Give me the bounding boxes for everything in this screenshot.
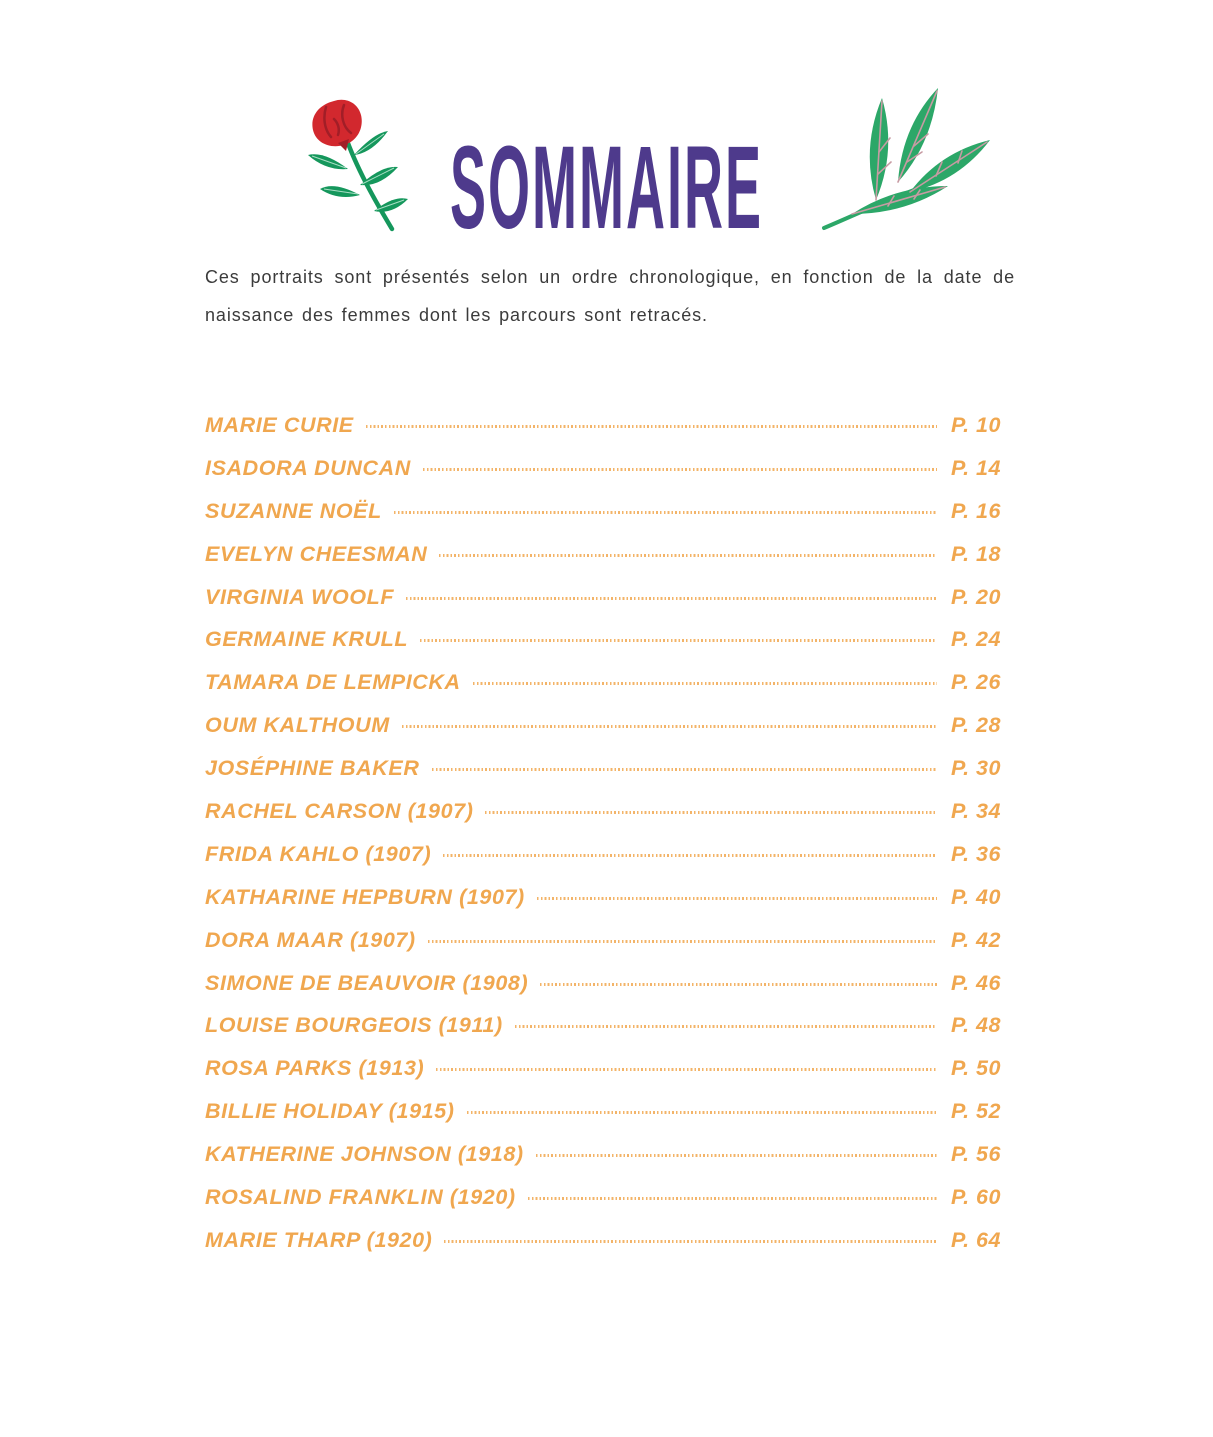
toc-entry[interactable] <box>205 1219 1013 1262</box>
toc-entry-name: VIRGINIA WOOLF <box>205 584 395 609</box>
toc-entry[interactable] <box>205 876 1013 919</box>
toc-entry[interactable] <box>205 962 1013 1005</box>
toc-entry-name: JOSÉPHINE BAKER <box>205 756 420 781</box>
toc-entry-page: P. 46 <box>951 970 1001 995</box>
toc-entry-name: MARIE THARP (1920) <box>205 1227 433 1252</box>
toc-entry-page: P. 60 <box>951 1184 1001 1209</box>
leaf-branch-icon <box>818 82 994 234</box>
toc-leader-dots <box>432 768 938 771</box>
toc-entry[interactable] <box>205 747 1013 790</box>
page-title <box>0 123 1213 255</box>
toc-entry-page: P. 34 <box>951 798 1001 823</box>
toc-leader-dots <box>366 425 937 428</box>
toc-leader-dots <box>467 1111 937 1114</box>
toc-list <box>205 404 1013 1262</box>
toc-entry-name: ISADORA DUNCAN <box>205 455 411 480</box>
toc-entry-page: P. 18 <box>951 541 1001 566</box>
toc-entry-page: P. 52 <box>951 1099 1001 1124</box>
toc-entry-page: P. 28 <box>951 713 1001 738</box>
toc-leader-dots <box>515 1025 937 1028</box>
toc-entry-page: P. 42 <box>951 927 1001 952</box>
toc-entry-page: P. 24 <box>951 627 1001 652</box>
toc-entry-name: LOUISE BOURGEOIS (1911) <box>205 1013 503 1038</box>
toc-entry-page: P. 20 <box>951 584 1001 609</box>
toc-leader-dots <box>485 811 937 814</box>
toc-entry[interactable] <box>205 533 1013 576</box>
toc-leader-dots <box>402 725 937 728</box>
toc-entry[interactable] <box>205 618 1013 661</box>
toc-entry-page: P. 64 <box>951 1227 1001 1252</box>
toc-entry-name: SUZANNE NOËL <box>205 498 382 523</box>
toc-entry[interactable] <box>205 1176 1013 1219</box>
toc-leader-dots <box>439 554 937 557</box>
toc-leader-dots <box>394 511 937 514</box>
rose-icon <box>288 95 420 237</box>
toc-entry-name: TAMARA DE LEMPICKA <box>205 670 461 695</box>
toc-leader-dots <box>420 639 937 642</box>
toc-leader-dots <box>537 897 937 900</box>
toc-entry[interactable] <box>205 404 1013 447</box>
toc-entry[interactable] <box>205 490 1013 533</box>
toc-entry[interactable] <box>205 1047 1013 1090</box>
toc-entry[interactable] <box>205 1090 1013 1133</box>
toc-entry-page: P. 50 <box>951 1056 1001 1081</box>
toc-entry-page: P. 10 <box>951 412 1001 437</box>
page-title-text: SOMMAIRE <box>450 123 763 255</box>
toc-entry[interactable] <box>205 661 1013 704</box>
toc-entry-page: P. 48 <box>951 1013 1001 1038</box>
toc-entry-page: P. 40 <box>951 884 1001 909</box>
toc-leader-dots <box>436 1068 937 1071</box>
toc-entry-name: BILLIE HOLIDAY (1915) <box>205 1099 455 1124</box>
toc-entry[interactable] <box>205 1004 1013 1047</box>
toc-entry-name: MARIE CURIE <box>205 412 354 437</box>
toc-leader-dots <box>428 940 937 943</box>
toc-entry-name: KATHARINE HEPBURN (1907) <box>205 884 525 909</box>
toc-entry-name: GERMAINE KRULL <box>205 627 409 652</box>
toc-leader-dots <box>423 468 937 471</box>
intro-paragraph: Ces portraits sont présentés selon un ordre chronologique, en fonction de la date de naissance des femmes dont les parcours sont retracés. <box>205 267 1015 325</box>
toc-entry-page: P. 36 <box>951 841 1001 866</box>
toc-entry[interactable] <box>205 447 1013 490</box>
toc-entry-name: FRIDA KAHLO (1907) <box>205 841 432 866</box>
toc-leader-dots <box>528 1197 937 1200</box>
toc-leader-dots <box>473 682 937 685</box>
toc-entry-name: ROSA PARKS (1913) <box>205 1056 425 1081</box>
toc-entry-name: DORA MAAR (1907) <box>205 927 416 952</box>
toc-entry-page: P. 56 <box>951 1142 1001 1167</box>
toc-leader-dots <box>443 854 937 857</box>
toc-leader-dots <box>406 597 937 600</box>
toc-leader-dots <box>536 1154 937 1157</box>
toc-entry-name: KATHERINE JOHNSON (1918) <box>205 1142 524 1167</box>
toc-entry[interactable] <box>205 576 1013 619</box>
toc-entry[interactable] <box>205 704 1013 747</box>
toc-entry[interactable] <box>205 919 1013 962</box>
toc-entry[interactable] <box>205 1133 1013 1176</box>
toc-entry-name: ROSALIND FRANKLIN (1920) <box>205 1184 516 1209</box>
toc-entry-name: RACHEL CARSON (1907) <box>205 798 474 823</box>
toc-entry[interactable] <box>205 790 1013 833</box>
toc-entry-name: OUM KALTHOUM <box>205 713 390 738</box>
toc-entry-page: P. 16 <box>951 498 1001 523</box>
toc-entry-page: P. 30 <box>951 756 1001 781</box>
toc-entry-page: P. 26 <box>951 670 1001 695</box>
toc-entry[interactable] <box>205 833 1013 876</box>
toc-leader-dots <box>540 983 937 986</box>
toc-entry-name: EVELYN CHEESMAN <box>205 541 428 566</box>
toc-entry-page: P. 14 <box>951 455 1001 480</box>
toc-leader-dots <box>444 1240 937 1243</box>
toc-entry-name: SIMONE DE BEAUVOIR (1908) <box>205 970 529 995</box>
